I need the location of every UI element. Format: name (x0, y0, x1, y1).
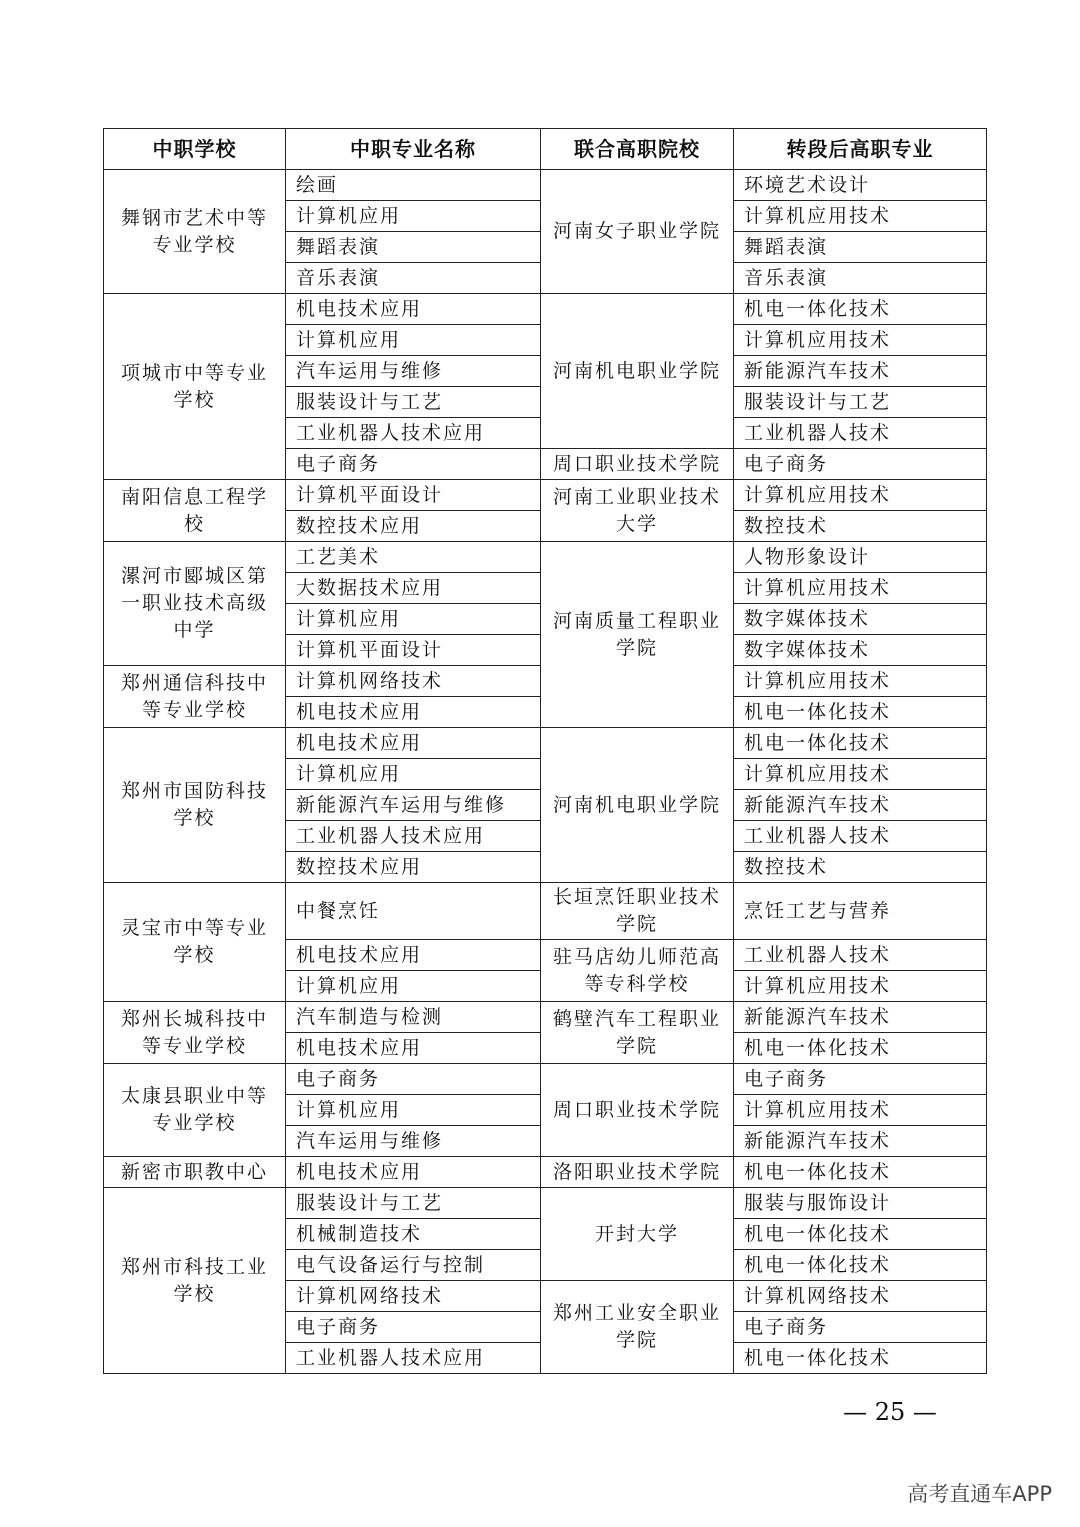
target-major-cell: 机电一体化技术 (734, 1033, 987, 1064)
major-cell: 中餐烹饪 (286, 883, 541, 940)
target-major-cell: 工业机器人技术 (734, 418, 987, 449)
college-cell: 开封大学 (541, 1188, 734, 1281)
table-row (104, 170, 987, 201)
major-cell: 服装设计与工艺 (286, 387, 541, 418)
college-cell: 驻马店幼儿师范高等专科学校 (541, 940, 734, 1002)
header-partner-college: 联合高职院校 (541, 129, 734, 170)
school-cell: 南阳信息工程学校 (104, 480, 286, 542)
major-cell: 工艺美术 (286, 542, 541, 573)
target-major-cell: 计算机应用技术 (734, 325, 987, 356)
college-cell: 周口职业技术学院 (541, 1064, 734, 1157)
major-cell: 电气设备运行与控制 (286, 1250, 541, 1281)
major-cell: 工业机器人技术应用 (286, 418, 541, 449)
major-cell: 新能源汽车运用与维修 (286, 790, 541, 821)
college-cell: 河南机电职业学院 (541, 294, 734, 449)
major-cell: 计算机平面设计 (286, 635, 541, 666)
header-secondary-major: 中职专业名称 (286, 129, 541, 170)
target-major-cell: 新能源汽车技术 (734, 790, 987, 821)
target-major-cell: 计算机应用技术 (734, 573, 987, 604)
school-cell: 郑州市国防科技学校 (104, 728, 286, 883)
college-cell: 鹤壁汽车工程职业学院 (541, 1002, 734, 1064)
table-row (104, 1157, 987, 1188)
major-cell: 电子商务 (286, 1064, 541, 1095)
major-cell: 计算机应用 (286, 759, 541, 790)
target-major-cell: 烹饪工艺与营养 (734, 883, 987, 940)
school-cell: 舞钢市艺术中等专业学校 (104, 170, 286, 294)
target-major-cell: 机电一体化技术 (734, 1250, 987, 1281)
target-major-cell: 计算机应用技术 (734, 759, 987, 790)
target-major-cell: 数控技术 (734, 852, 987, 883)
school-cell: 漯河市郾城区第一职业技术高级中学 (104, 542, 286, 666)
major-cell: 计算机网络技术 (286, 1281, 541, 1312)
watermark: 高考直通车APP (907, 1482, 1052, 1506)
table-body (104, 170, 987, 1374)
college-cell: 河南机电职业学院 (541, 728, 734, 883)
table-row (104, 294, 987, 325)
target-major-cell: 舞蹈表演 (734, 232, 987, 263)
target-major-cell: 机电一体化技术 (734, 1343, 987, 1374)
major-cell: 机电技术应用 (286, 1157, 541, 1188)
table-header-row (104, 129, 987, 170)
major-cell: 机械制造技术 (286, 1219, 541, 1250)
college-cell: 郑州工业安全职业学院 (541, 1281, 734, 1374)
major-cell: 电子商务 (286, 449, 541, 480)
major-cell: 机电技术应用 (286, 697, 541, 728)
major-cell: 舞蹈表演 (286, 232, 541, 263)
target-major-cell: 新能源汽车技术 (734, 356, 987, 387)
major-cell: 音乐表演 (286, 263, 541, 294)
target-major-cell: 机电一体化技术 (734, 728, 987, 759)
target-major-cell: 电子商务 (734, 449, 987, 480)
school-cell: 新密市职教中心 (104, 1157, 286, 1188)
target-major-cell: 服装设计与工艺 (734, 387, 987, 418)
target-major-cell: 服装与服饰设计 (734, 1188, 987, 1219)
major-cell: 大数据技术应用 (286, 573, 541, 604)
major-cell: 服装设计与工艺 (286, 1188, 541, 1219)
table-row (104, 1002, 987, 1033)
target-major-cell: 数字媒体技术 (734, 635, 987, 666)
major-cell: 计算机平面设计 (286, 480, 541, 511)
table-row (104, 1188, 987, 1219)
target-major-cell: 数控技术 (734, 511, 987, 542)
major-cell: 计算机应用 (286, 325, 541, 356)
school-cell: 项城市中等专业学校 (104, 294, 286, 480)
table-row (104, 480, 987, 511)
target-major-cell: 音乐表演 (734, 263, 987, 294)
college-cell: 河南工业职业技术大学 (541, 480, 734, 542)
header-secondary-school: 中职学校 (104, 129, 286, 170)
major-cell: 工业机器人技术应用 (286, 821, 541, 852)
major-cell: 机电技术应用 (286, 728, 541, 759)
major-cell: 计算机应用 (286, 201, 541, 232)
target-major-cell: 新能源汽车技术 (734, 1002, 987, 1033)
target-major-cell: 数字媒体技术 (734, 604, 987, 635)
target-major-cell: 计算机应用技术 (734, 480, 987, 511)
college-cell: 长垣烹饪职业技术学院 (541, 883, 734, 940)
school-cell: 郑州通信科技中等专业学校 (104, 666, 286, 728)
major-cell: 汽车运用与维修 (286, 356, 541, 387)
college-cell: 周口职业技术学院 (541, 449, 734, 480)
target-major-cell: 计算机应用技术 (734, 1095, 987, 1126)
target-major-cell: 计算机应用技术 (734, 666, 987, 697)
target-major-cell: 机电一体化技术 (734, 294, 987, 325)
major-cell: 机电技术应用 (286, 940, 541, 971)
target-major-cell: 新能源汽车技术 (734, 1126, 987, 1157)
target-major-cell: 计算机应用技术 (734, 201, 987, 232)
target-major-cell: 计算机网络技术 (734, 1281, 987, 1312)
major-cell: 计算机应用 (286, 604, 541, 635)
target-major-cell: 环境艺术设计 (734, 170, 987, 201)
target-major-cell: 人物形象设计 (734, 542, 987, 573)
major-cell: 汽车运用与维修 (286, 1126, 541, 1157)
major-cell: 机电技术应用 (286, 1033, 541, 1064)
school-cell: 太康县职业中等专业学校 (104, 1064, 286, 1157)
major-cell: 绘画 (286, 170, 541, 201)
target-major-cell: 计算机应用技术 (734, 971, 987, 1002)
college-cell: 河南女子职业学院 (541, 170, 734, 294)
major-cell: 计算机网络技术 (286, 666, 541, 697)
target-major-cell: 工业机器人技术 (734, 821, 987, 852)
major-cell: 计算机应用 (286, 971, 541, 1002)
table-row (104, 883, 987, 940)
target-major-cell: 电子商务 (734, 1312, 987, 1343)
table-row (104, 1064, 987, 1095)
major-cell: 电子商务 (286, 1312, 541, 1343)
major-cell: 汽车制造与检测 (286, 1002, 541, 1033)
major-cell: 数控技术应用 (286, 511, 541, 542)
target-major-cell: 机电一体化技术 (734, 1219, 987, 1250)
major-cell: 机电技术应用 (286, 294, 541, 325)
school-majors-table (103, 128, 987, 1374)
target-major-cell: 机电一体化技术 (734, 697, 987, 728)
table-row (104, 542, 987, 573)
major-cell: 数控技术应用 (286, 852, 541, 883)
target-major-cell: 工业机器人技术 (734, 940, 987, 971)
college-cell: 洛阳职业技术学院 (541, 1157, 734, 1188)
target-major-cell: 电子商务 (734, 1064, 987, 1095)
major-cell: 工业机器人技术应用 (286, 1343, 541, 1374)
page-number: — 25 — (843, 1398, 937, 1426)
major-cell: 计算机应用 (286, 1095, 541, 1126)
school-cell: 郑州长城科技中等专业学校 (104, 1002, 286, 1064)
target-major-cell: 机电一体化技术 (734, 1157, 987, 1188)
school-cell: 郑州市科技工业学校 (104, 1188, 286, 1374)
college-cell: 河南质量工程职业学院 (541, 542, 734, 728)
school-cell: 灵宝市中等专业学校 (104, 883, 286, 1002)
header-target-major: 转段后高职专业 (734, 129, 987, 170)
table-row (104, 728, 987, 759)
